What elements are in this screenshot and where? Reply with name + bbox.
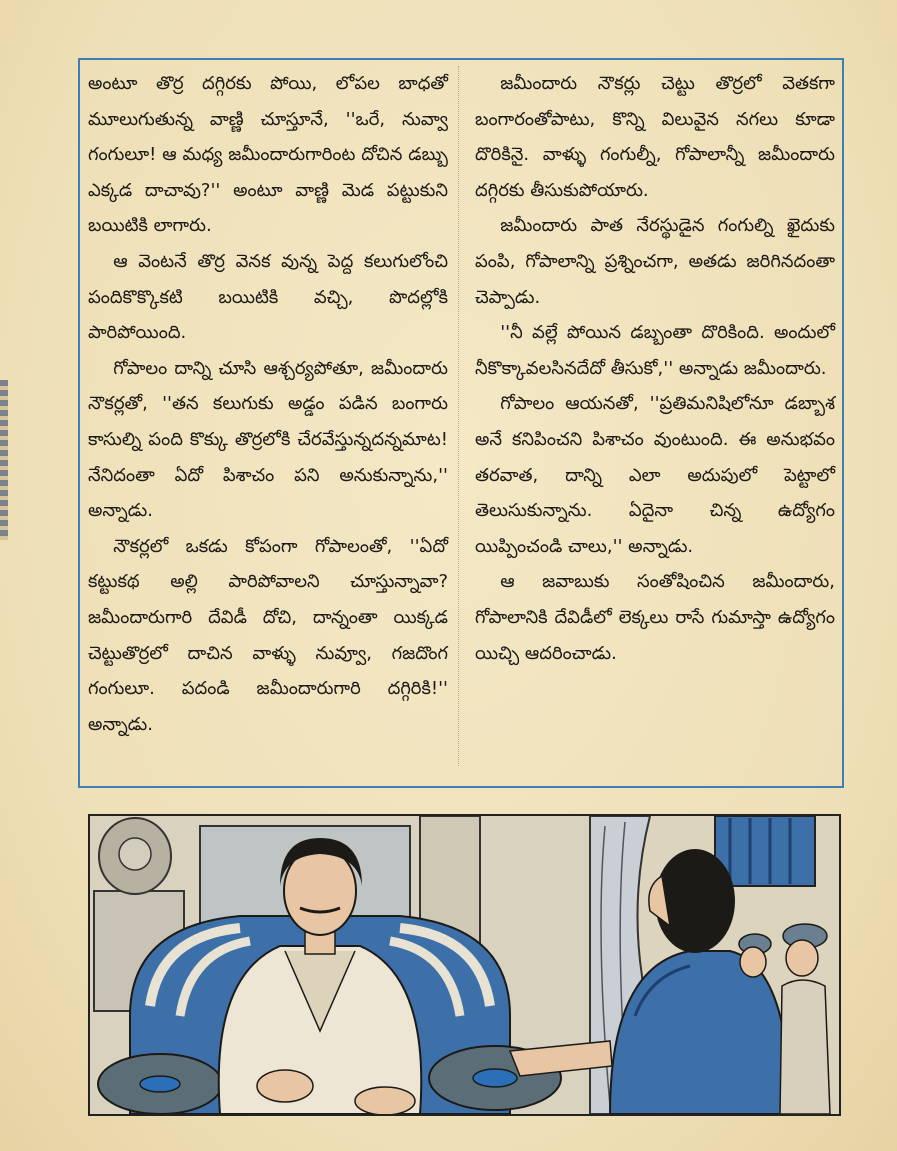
right-paragraph-5: ఆ జవాబుకు సంతోషించిన జమీందారు, గోపాలానికి దేవిడీలో లెక్కలు రాసే గుమాస్తా ఉద్యోగం యిచ్చి ఆదరించాడు. [475, 571, 835, 664]
left-paragraph-1: అంటూ తొర్ర దగ్గిరకు పోయి, లోపల బాధతో మూలుగుతున్న వాణ్ణి చూస్తూనే, ''ఒరే, నువ్వా గంగులూ! ఆ మధ్య జమీందారుగారింట దోచిన డబ్బు ఎక్కడ దాచావు?'' అంటూ వాణ్ణి మెడ పట్టుకుని బయిటికి లాగారు. [88, 73, 448, 237]
left-paragraph-3: గోపాలం దాన్ని చూసి ఆశ్చర్యపోతూ, జమీందారు నౌకర్లతో, ''తన కలుగుకు అడ్డం పడిన బంగారు కాసుల్ని పంది కొక్కు తొర్రలోకి చేరవేస్తున్నదన్నమాట! నేనిదంతా ఏదో పిశాచం పని అనుకున్నాను,'' అన్నాడు. [88, 357, 448, 522]
right-paragraph-1: జమీందారు నౌకర్లు చెట్టు తొర్రలో వెతకగా బంగారంతోపాటు, కొన్ని విలువైన నగలు కూడా దొరికినై. వాళ్ళు గంగుల్నీ, గోపాలాన్నీ జమీందారు దగ్గిరకు తీసుకుపోయారు. [475, 73, 835, 201]
story-left-column [88, 66, 448, 742]
right-paragraph-3: ''నీ వల్లే పోయిన డబ్బంతా దొరికింది. అందులో నీకొక్కావలసినదేదో తీసుకో,'' అన్నాడు జమీందారు. [475, 322, 835, 379]
illustration-svg [90, 816, 839, 1114]
right-paragraph-2: జమీందారు పాత నేరస్థుడైన గంగుల్ని ఖైదుకు పంపి, గోపాలాన్ని ప్రశ్నించగా, అతడు జరిగినదంతా చెప్పాడు. [475, 215, 835, 308]
left-paragraph-2: ఆ వెంటనే తొర్ర వెనక వున్న పెద్ద కలుగులోంచి పందికొక్కొకటి బయిటికి వచ్చి, పొదల్లోకి పారిపోయింది. [88, 250, 448, 344]
story-right-column [475, 66, 835, 671]
story-illustration [88, 814, 841, 1116]
right-paragraph-4: గోపాలం ఆయనతో, ''ప్రతిమనిషిలోనూ డబ్బాశ అనే కనిపించని పిశాచం వుంటుంది. ఈ అనుభవం తరవాత, దాన్ని ఎలా అదుపులో పెట్టాలో తెలుసుకున్నాను. ఏదైనా చిన్న ఉద్యోగం యిప్పించండి చాలు,'' అన్నాడు. [475, 393, 835, 557]
left-paragraph-4: నౌకర్లలో ఒకడు కోపంగా గోపాలంతో, ''ఏదో కట్టుకథ అల్లి పారిపోవాలని చూస్తున్నావా? జమీందారుగారి దేవిడీ దోచి, దాన్నంతా యిక్కడ చెట్టుతొర్రలో దాచిన వాళ్ళు నువ్వూ, గజదొంగ గంగులూ. పదండి జమీందారుగారి దగ్గిరికి!'' అన్నాడు. [88, 535, 448, 735]
binding-edge [0, 380, 8, 540]
column-divider [458, 66, 459, 766]
